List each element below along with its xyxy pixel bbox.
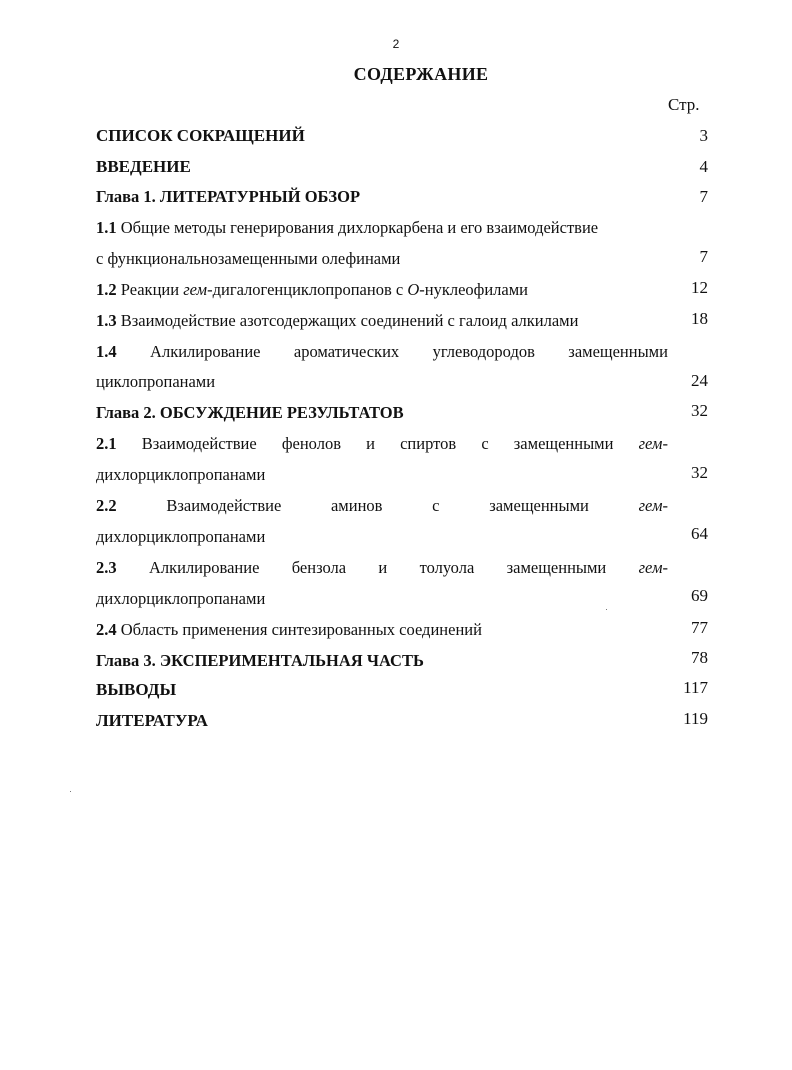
- toc-word: и: [366, 434, 375, 453]
- toc-word: Алкилирование: [148, 558, 260, 577]
- italic-term: О: [407, 280, 420, 299]
- toc-section-2-2-cont: [96, 527, 668, 547]
- toc-word: аминов: [330, 496, 383, 515]
- section-number: 2.1: [96, 434, 117, 453]
- scan-speck: [606, 609, 607, 610]
- toc-entry-text: Глава 2. ОБСУЖДЕНИЕ РЕЗУЛЬТАТОВ: [96, 403, 404, 422]
- toc-word: замещенными: [489, 496, 589, 515]
- toc-entry-text: Взаимодействие азотсодержащих соединений с галоид алкилами: [120, 311, 579, 330]
- toc-word: спиртов: [400, 434, 457, 453]
- section-number: 1.2: [96, 280, 117, 299]
- toc-word: с: [432, 496, 440, 515]
- toc-page-number: 12: [691, 278, 708, 297]
- section-number: 1.3: [96, 311, 117, 330]
- toc-chapter-2[interactable]: [96, 403, 668, 423]
- toc-word: с: [481, 434, 489, 453]
- toc-page-number: 78: [691, 648, 708, 667]
- toc-section-1-2[interactable]: [96, 280, 668, 300]
- page-title: СОДЕРЖАНИЕ: [353, 64, 489, 84]
- toc-page-number: 4: [699, 157, 708, 176]
- toc-section-1-3[interactable]: [96, 311, 668, 331]
- toc-abbreviations[interactable]: [96, 126, 668, 146]
- section-number: 1.4: [96, 342, 117, 361]
- italic-term: гем-: [638, 558, 668, 577]
- toc-page-number: 7: [699, 187, 708, 206]
- scan-speck: [70, 791, 71, 792]
- page-number: 2: [392, 37, 400, 51]
- italic-term: гем: [183, 280, 208, 299]
- toc-word: толуола: [419, 558, 475, 577]
- toc-page-number: 24: [691, 371, 708, 390]
- toc-section-1-1[interactable]: [96, 218, 668, 238]
- toc-word: Взаимодействие: [141, 434, 257, 453]
- italic-term: гем-: [638, 496, 668, 515]
- toc-entry-text: Реакции: [120, 280, 184, 299]
- toc-entry-text: ВВЕДЕНИЕ: [96, 157, 191, 176]
- toc-page-number: 3: [699, 126, 708, 145]
- toc-word: замещенными: [513, 434, 614, 453]
- toc-word: фенолов: [281, 434, 341, 453]
- toc-entry-text: Глава 3. ЭКСПЕРИМЕНТАЛЬНАЯ ЧАСТЬ: [96, 651, 424, 670]
- toc-page-number: 32: [691, 401, 708, 420]
- toc-entry-text: Область применения синтезированных соединений: [120, 620, 482, 639]
- toc-chapter-3[interactable]: [96, 651, 668, 671]
- toc-section-2-3-cont: [96, 589, 668, 609]
- toc-section-2-1-cont: [96, 465, 668, 485]
- toc-word: Взаимодействие: [166, 496, 282, 515]
- toc-entry-text: -нуклеофилами: [419, 280, 528, 299]
- toc-word: углеводородов: [432, 342, 535, 361]
- toc-page-number: 69: [691, 586, 708, 605]
- toc-introduction[interactable]: [96, 157, 668, 177]
- toc-page-number: 64: [691, 524, 708, 543]
- toc-word: бензола: [291, 558, 347, 577]
- toc-page-number: 32: [691, 463, 708, 482]
- section-number: 2.3: [96, 558, 117, 577]
- toc-section-2-4[interactable]: [96, 620, 668, 640]
- toc-section-1-1-cont: [96, 249, 668, 269]
- toc-word: и: [378, 558, 388, 577]
- toc-literature[interactable]: [96, 711, 668, 731]
- toc-page-number: 117: [683, 678, 708, 697]
- toc-word: замещенными: [568, 342, 668, 361]
- toc-section-1-4[interactable]: [96, 342, 668, 362]
- toc-entry-text: с функциональнозамещенными олефинами: [96, 249, 401, 268]
- toc-entry-text: Общие методы генерирования дихлоркарбена и его взаимодействие: [120, 218, 599, 237]
- toc-section-2-2[interactable]: [96, 496, 668, 516]
- toc-entry-text: дихлорциклопропанами: [96, 527, 266, 546]
- toc-entry-text: СПИСОК СОКРАЩЕНИЙ: [96, 126, 305, 145]
- toc-entry-text: -дигалогенциклопропанов с: [207, 280, 408, 299]
- toc-word: замещенными: [506, 558, 607, 577]
- toc-word: ароматических: [293, 342, 400, 361]
- toc-entry-text: ЛИТЕРАТУРА: [96, 711, 208, 730]
- toc-entry-text: дихлорциклопропанами: [96, 589, 266, 608]
- section-number: 1.1: [96, 218, 117, 237]
- toc-entry-text: дихлорциклопропанами: [96, 465, 266, 484]
- toc-entry-text: ВЫВОДЫ: [96, 680, 177, 699]
- toc-section-2-3[interactable]: [96, 558, 668, 578]
- toc-entry-text: Глава 1. ЛИТЕРАТУРНЫЙ ОБЗОР: [96, 187, 361, 206]
- toc-page-number: 18: [691, 309, 708, 328]
- toc-section-1-4-cont: [96, 372, 668, 392]
- toc-section-2-1[interactable]: [96, 434, 668, 454]
- toc-page-number: 77: [691, 618, 708, 637]
- toc-chapter-1[interactable]: [96, 187, 668, 207]
- italic-term: гем-: [638, 434, 668, 453]
- section-number: 2.4: [96, 620, 117, 639]
- toc-page-number: 119: [683, 709, 708, 728]
- toc-page-number: 7: [699, 247, 708, 266]
- toc-entry-text: циклопропанами: [96, 372, 216, 391]
- toc-word: Алкилирование: [150, 342, 261, 361]
- section-number: 2.2: [96, 496, 117, 515]
- toc-conclusions[interactable]: [96, 680, 668, 700]
- page-column-label: Стр.: [668, 95, 700, 114]
